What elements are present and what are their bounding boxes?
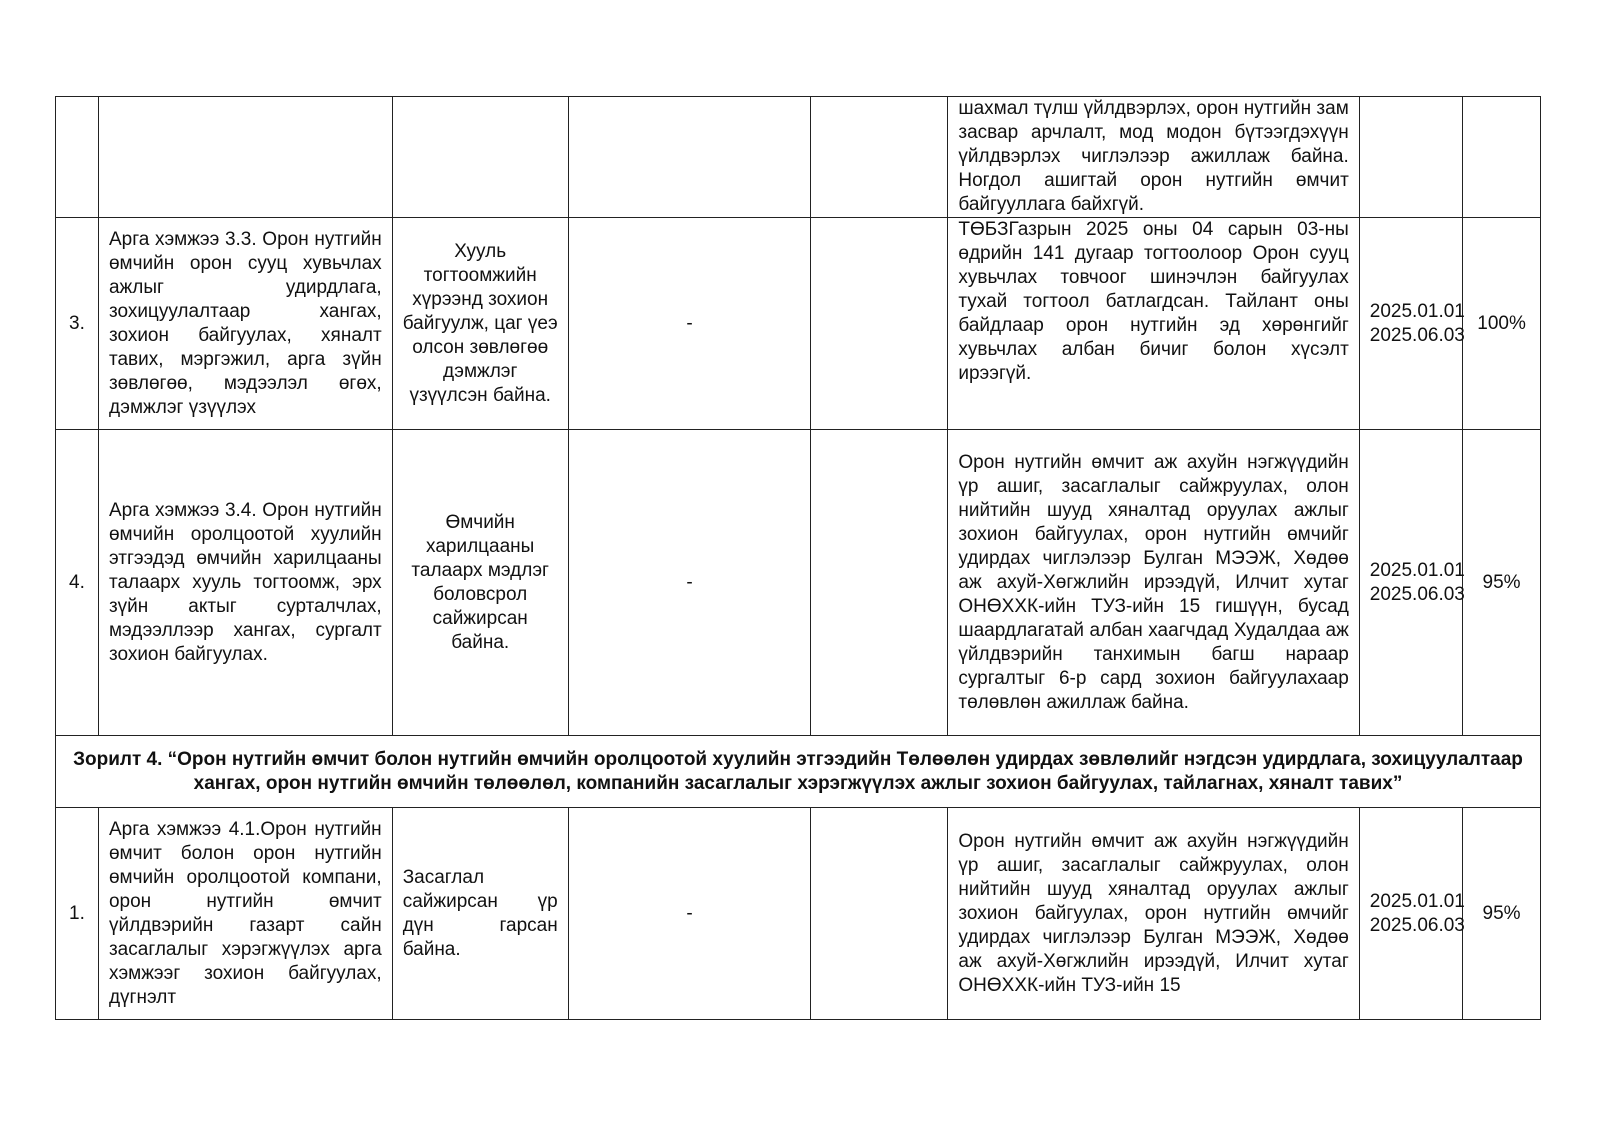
date-end: 2025.06.03 xyxy=(1369,324,1465,346)
report-cell: Орон нутгийн өмчит аж ахуйн нэгжүүдийн үр ашиг, засаглалыг сайжруулах, олон нийтийн шууд хяналтад оруулах ажлыг зохион байгуулах, орон нутгийн өмчийг удирдах чиглэлээр Булган МЭЭЖ, Хөдөө аж ахуй-Хөгжлийн ирээдүй, Илчит хутаг ОНӨХХК-ийн ТУЗ-ийн 15 xyxy=(948,808,1359,1020)
table-row xyxy=(56,430,1541,736)
report-cell: ТӨБЗГазрын 2025 оны 04 сарын 03-ны өдрийн 141 дугаар тогтоолоор Орон сууц хувьчлах товчоог шинэчлэн байгуулах тухай тогтоол батлагдсан. Тайлант оны байдлаар орон нутгийн эд хөрөнгийг хувьчлах албан бичиг болон хүсэлт ирээгүй. xyxy=(948,218,1359,430)
funding-cell: - xyxy=(568,430,811,736)
goal-row xyxy=(56,736,1541,808)
funding-cell xyxy=(568,97,811,218)
result-cell: Өмчийн харилцааны талаарх мэдлэг боловсрол сайжирсан байна. xyxy=(392,430,568,736)
date-start: 2025.01.01 xyxy=(1369,300,1465,322)
date-start: 2025.01.01 xyxy=(1369,559,1465,581)
row-number: 1. xyxy=(56,808,99,1020)
row-number: 4. xyxy=(56,430,99,736)
percent-cell: 95% xyxy=(1463,430,1541,736)
report-table xyxy=(55,96,1541,1020)
funding-cell: - xyxy=(568,808,811,1020)
result-cell: Хууль тогтоомжийн хүрээнд зохион байгуулж, цаг үеэ олсон зөвлөгөө дэмжлэг үзүүлсэн байна. xyxy=(392,218,568,430)
percent-cell: 95% xyxy=(1463,808,1541,1020)
table-row xyxy=(56,218,1541,430)
empty-cell xyxy=(811,97,948,218)
date-cell xyxy=(1359,430,1465,736)
row-number xyxy=(56,97,99,218)
result-cell xyxy=(392,97,568,218)
empty-cell xyxy=(811,218,948,430)
date-cell xyxy=(1359,808,1465,1020)
row-number: 3. xyxy=(56,218,99,430)
date-cell xyxy=(1359,218,1465,430)
date-end: 2025.06.03 xyxy=(1369,914,1465,936)
report-cell: Орон нутгийн өмчит аж ахуйн нэгжүүдийн үр ашиг, засаглалыг сайжруулах, олон нийтийн шууд хяналтад оруулах ажлыг зохион байгуулах, орон нутгийн өмчийг удирдах чиглэлээр Булган МЭЭЖ, Хөдөө аж ахуй-Хөгжлийн ирээдүй, Илчит хутаг ОНӨХХК-ийн ТУЗ-ийн 15 гишүүн, бусад шаардлагатай албан хаагчдад Худалдаа аж үйлдвэрийн танхимын багш нараар сургалтыг 6-р сард зохион байгуулахаар төлөвлөн ажиллаж байна. xyxy=(948,430,1359,736)
measure-cell: Арга хэмжээ 3.3. Орон нутгийн өмчийн орон сууц хувьчлах ажлыг удирдлага, зохицуулалтаар хангах, зохион байгуулах, хяналт тавих, мэргэжил, арга зүйн зөвлөгөө, мэдээлэл өгөх, дэмжлэг үзүүлэх xyxy=(98,218,392,430)
date-cell xyxy=(1359,97,1462,218)
measure-cell: Арга хэмжээ 4.1.Орон нутгийн өмчит болон орон нутгийн өмчийн оролцоотой компани, орон нутгийн өмчит үйлдвэрийн газарт сайн засаглалыг хэрэгжүүлэх арга хэмжээг зохион байгуулах, дүгнэлт xyxy=(98,808,392,1020)
funding-cell: - xyxy=(568,218,811,430)
percent-cell xyxy=(1463,97,1541,218)
measure-cell xyxy=(98,97,392,218)
result-cell: Засаглал сайжирсан үр дүн гарсан байна. xyxy=(392,808,568,1020)
table-row xyxy=(56,97,1541,218)
table-row xyxy=(56,808,1541,1020)
empty-cell xyxy=(811,430,948,736)
date-end: 2025.06.03 xyxy=(1369,583,1465,605)
goal-heading: Зорилт 4. “Орон нутгийн өмчит болон нутгийн өмчийн оролцоотой хуулийн этгээдийн Төлөөлөн удирдах зөвлөлийг нэгдсэн удирдлага, зохицуулалтаар хангах, орон нутгийн өмчийн төлөөлөл, компанийн засаглалыг хэрэгжүүлэх ажлыг зохион байгуулах, тайлагнах, хяналт тавих” xyxy=(56,736,1541,808)
empty-cell xyxy=(811,808,948,1020)
report-cell: шахмал түлш үйлдвэрлэх, орон нутгийн зам засвар арчлалт, мод модон бүтээгдэхүүн үйлдвэрлэх чиглэлээр ажиллаж байна. Ногдол ашигтай орон нутгийн өмчит байгууллага байхгүй. xyxy=(948,97,1359,218)
date-start: 2025.01.01 xyxy=(1369,890,1465,912)
percent-cell: 100% xyxy=(1463,218,1541,430)
measure-cell: Арга хэмжээ 3.4. Орон нутгийн өмчийн оролцоотой хуулийн этгээдэд өмчийн харилцааны талаарх хууль тогтоомж, эрх зүйн актыг сурталчлах, мэдээллээр хангах, сургалт зохион байгуулах. xyxy=(98,430,392,736)
